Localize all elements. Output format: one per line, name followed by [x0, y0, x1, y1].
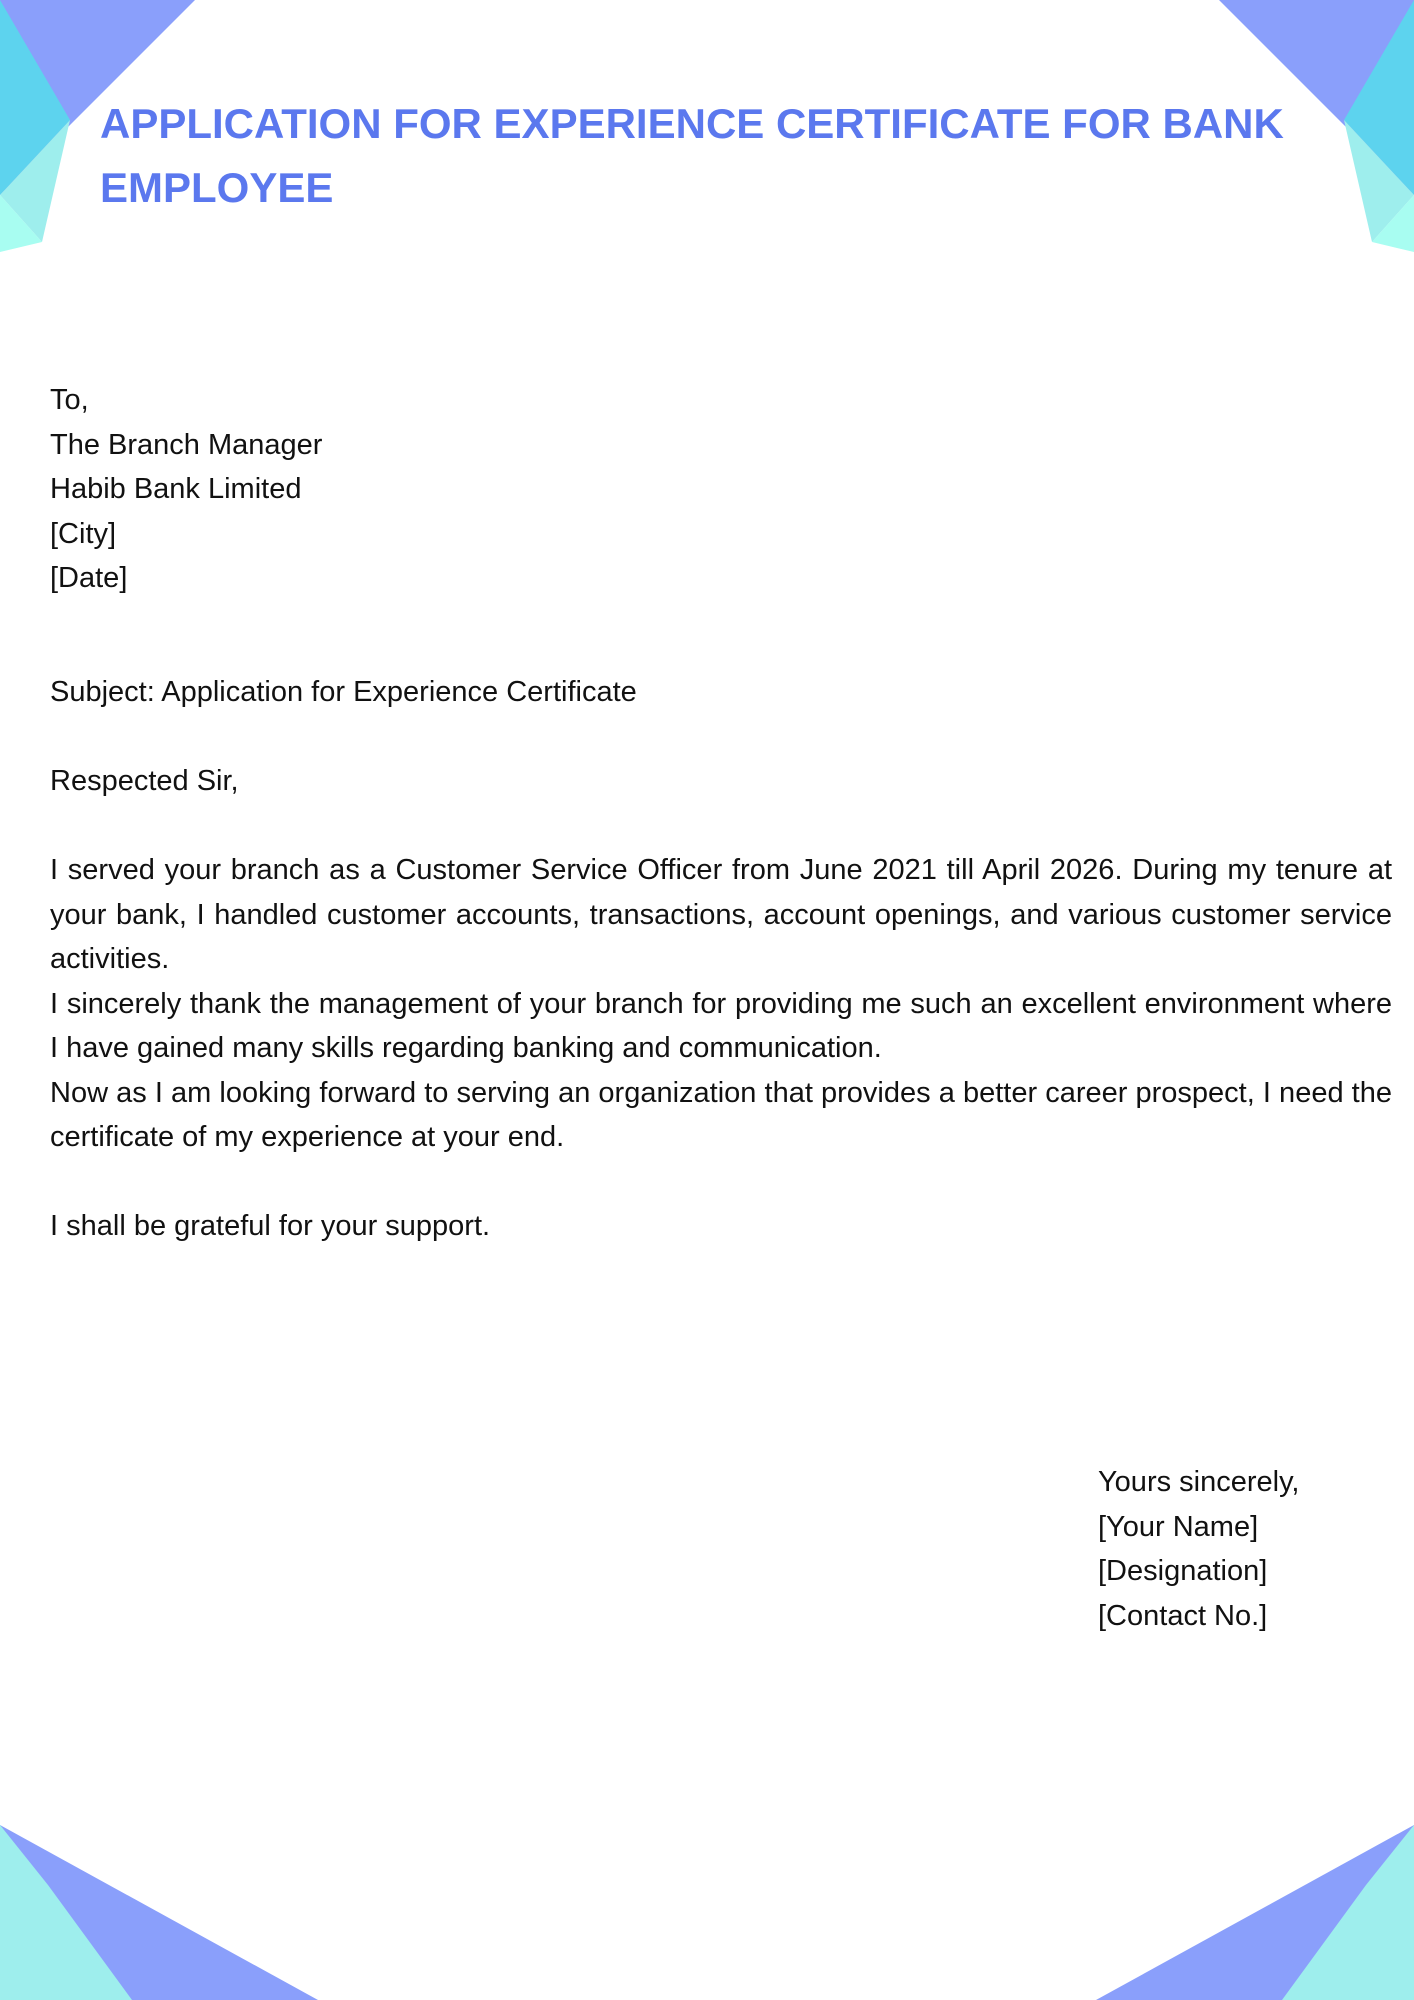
recipient-address: [50, 378, 1392, 601]
closing-sentence: I shall be grateful for your support.: [50, 1210, 491, 1242]
signature-designation: [Designation]: [1098, 1555, 1268, 1587]
greeting-block: [50, 759, 1392, 804]
closing-paragraph-block: [50, 1204, 1392, 1249]
body-paragraph-3: Now as I am looking forward to serving an organization that provides a better career prospect, I need the certificate of my experience at your end.: [50, 1076, 1392, 1153]
letter-body: [50, 848, 1392, 1160]
recipient-city: [City]: [50, 517, 117, 550]
recipient-to: To,: [50, 384, 89, 416]
signature-name: [Your Name]: [1098, 1510, 1259, 1543]
body-paragraph-2: I sincerely thank the management of your branch for providing me such an excellent environment where I have gained many skills regarding banking and communication.: [50, 987, 1392, 1064]
title-line-2: EMPLOYEE: [100, 164, 334, 211]
subject-line: Subject: Application for Experience Certificate: [50, 676, 637, 708]
title-line-1: APPLICATION FOR EXPERIENCE CERTIFICATE FOR BANK: [100, 100, 1284, 147]
body-paragraph-1: I served your branch as a Customer Service Officer from June 2021 till April 2026. During my tenure at your bank, I handled customer accounts, transactions, account openings, and various customer service activities.: [50, 854, 1392, 975]
signature-block: [1098, 1460, 1300, 1638]
signature-contact: [Contact No.]: [1098, 1599, 1268, 1632]
recipient-name: The Branch Manager: [50, 428, 323, 461]
greeting: Respected Sir,: [50, 765, 239, 797]
page-title: [100, 92, 1340, 220]
signature-closing: Yours sincerely,: [1098, 1466, 1300, 1498]
subject-block: [50, 670, 1392, 715]
recipient-bank: Habib Bank Limited: [50, 473, 302, 505]
letter-date: [Date]: [50, 562, 128, 594]
